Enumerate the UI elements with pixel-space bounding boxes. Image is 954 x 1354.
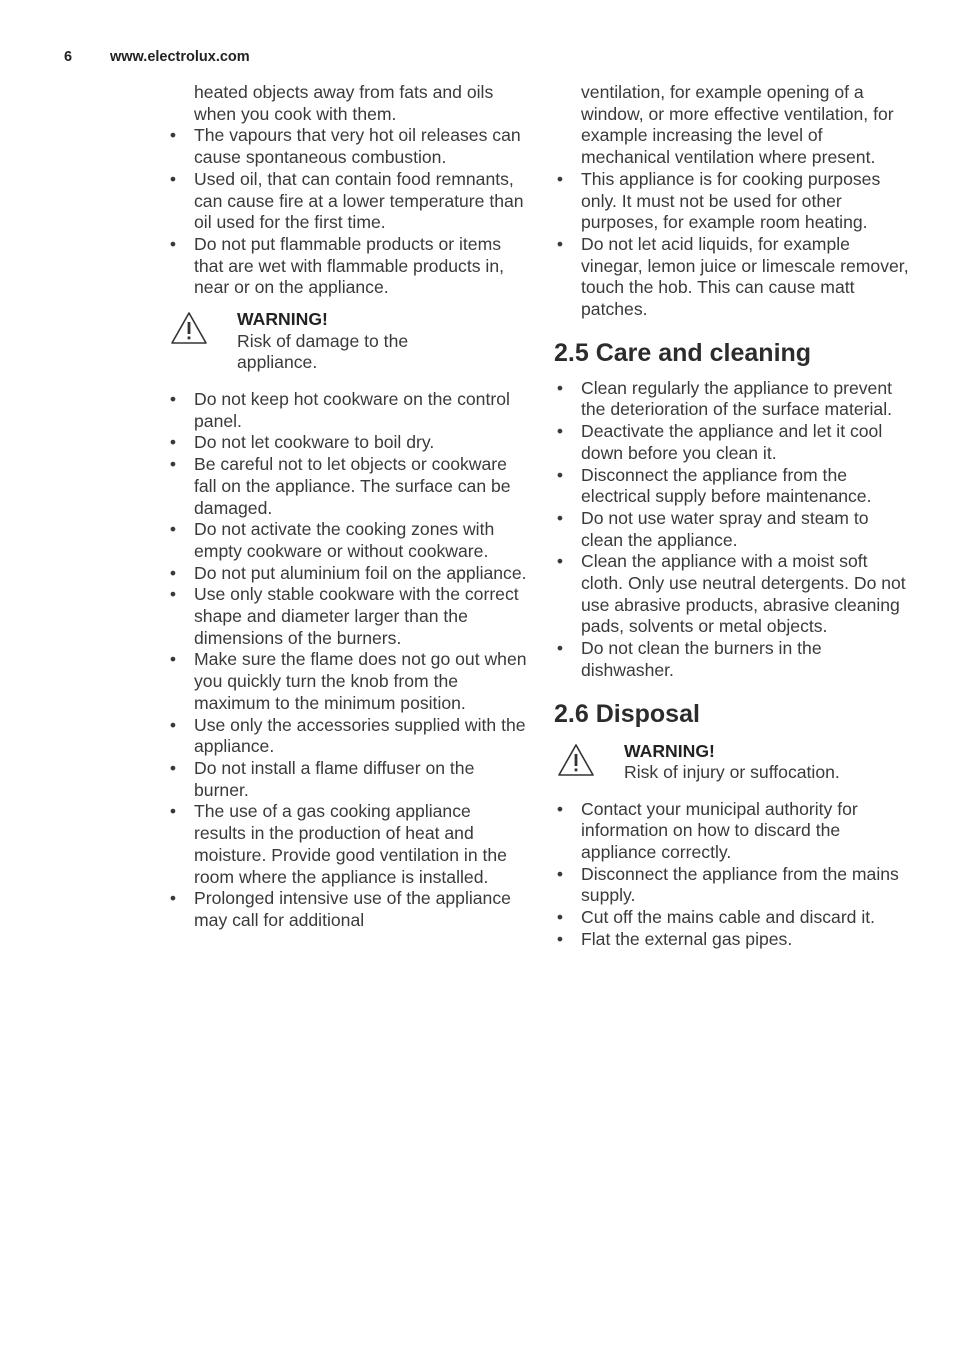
bullet-icon: • <box>169 233 177 254</box>
left-column <box>167 82 527 932</box>
bullet-icon: • <box>556 464 564 485</box>
right-column <box>554 82 914 951</box>
warning-title: WARNING! <box>237 309 328 330</box>
list-item: • Disconnect the appliance from the mains supply. <box>554 864 914 907</box>
list-item: • Do not let cookware to boil dry. <box>167 432 527 454</box>
bullet-icon: • <box>169 584 177 605</box>
list-item: • Do not activate the cooking zones with empty cookware or without cookware. <box>167 519 527 562</box>
bullet-icon: • <box>556 377 564 398</box>
bullet-icon: • <box>169 125 177 146</box>
bullet-icon: • <box>169 454 177 475</box>
warning-box <box>167 309 527 371</box>
site-url: www.electrolux.com <box>110 49 250 65</box>
bullet-icon: • <box>169 519 177 540</box>
page-number: 6 <box>64 49 73 65</box>
bullet-icon: • <box>556 798 564 819</box>
bullet-icon: • <box>556 863 564 884</box>
warning-text: Risk of injury or suffocation. <box>624 762 840 783</box>
list-item: • Do not clean the burners in the dishwasher. <box>554 638 914 681</box>
list-item: • Disconnect the appliance from the electrical supply before maintenance. <box>554 465 914 508</box>
list-item: • Contact your municipal authority for information on how to discard the appliance correctly. <box>554 799 914 864</box>
list-item: • Do not keep hot cookware on the control panel. <box>167 389 527 432</box>
bullet-icon: • <box>169 649 177 670</box>
list-item: • Cut off the mains cable and discard it. <box>554 907 914 929</box>
bullet-list <box>554 799 914 951</box>
section-number: 2.6 <box>554 699 589 728</box>
warning-triangle-icon <box>170 311 208 345</box>
list-item: • Do not put flammable products or items that are wet with flammable products in, near or on the appliance. <box>167 234 527 299</box>
bullet-list <box>554 169 914 321</box>
bullet-icon: • <box>169 562 177 583</box>
warning-box <box>554 741 914 803</box>
section-title: Disposal <box>595 699 700 728</box>
list-item: • Do not put aluminium foil on the appliance. <box>167 563 527 585</box>
bullet-icon: • <box>169 714 177 735</box>
continued-text: ventilation, for example opening of a window, or more effective ventilation, for example increasing the level of mechanical ventilation where present. <box>581 82 894 168</box>
section-title: Care and cleaning <box>595 338 812 367</box>
section-heading-disposal <box>554 699 914 729</box>
bullet-icon: • <box>556 907 564 928</box>
list-item: • Do not use water spray and steam to clean the appliance. <box>554 508 914 551</box>
list-item: • Clean regularly the appliance to prevent the deterioration of the surface material. <box>554 378 914 421</box>
bullet-icon: • <box>169 757 177 778</box>
list-item: • Deactivate the appliance and let it cool down before you clean it. <box>554 421 914 464</box>
list-item: • Clean the appliance with a moist soft cloth. Only use neutral detergents. Do not use abrasive products, abrasive cleaning pads, solvents or metal objects. <box>554 551 914 638</box>
page-header <box>64 49 250 65</box>
bullet-icon: • <box>169 888 177 909</box>
bullet-icon: • <box>556 507 564 528</box>
list-item: • Be careful not to let objects or cookware fall on the appliance. The surface can be damaged. <box>167 454 527 519</box>
section-number: 2.5 <box>554 338 589 367</box>
bullet-icon: • <box>169 432 177 453</box>
list-item: • Use only the accessories supplied with the appliance. <box>167 715 527 758</box>
bullet-icon: • <box>169 801 177 822</box>
bullet-icon: • <box>169 168 177 189</box>
warning-title: WARNING! <box>624 740 715 761</box>
section-heading-care <box>554 338 914 368</box>
warning-text: Risk of damage to the appliance. <box>237 330 409 373</box>
bullet-icon: • <box>556 551 564 572</box>
list-item: • This appliance is for cooking purposes only. It must not be used for other purposes, for example room heating. <box>554 169 914 234</box>
list-item: • Flat the external gas pipes. <box>554 929 914 951</box>
bullet-icon: • <box>556 638 564 659</box>
bullet-icon: • <box>556 168 564 189</box>
list-item: • Used oil, that can contain food remnants, can cause fire at a lower temperature than oil used for the first time. <box>167 169 527 234</box>
list-item: • The vapours that very hot oil releases can cause spontaneous combustion. <box>167 125 527 168</box>
bullet-list <box>167 125 527 299</box>
bullet-list <box>554 378 914 682</box>
list-item: • Make sure the flame does not go out when you quickly turn the knob from the maximum to the minimum position. <box>167 649 527 714</box>
continued-text: heated objects away from fats and oils when you cook with them. <box>194 82 494 124</box>
list-item: • Prolonged intensive use of the appliance may call for additional <box>167 888 527 931</box>
bullet-icon: • <box>556 233 564 254</box>
bullet-list <box>167 389 527 932</box>
bullet-icon: • <box>556 928 564 949</box>
list-item: • Use only stable cookware with the correct shape and diameter larger than the dimensions of the burners. <box>167 584 527 649</box>
bullet-icon: • <box>556 421 564 442</box>
list-item: • The use of a gas cooking appliance results in the production of heat and moisture. Provide good ventilation in the room where the appliance is installed. <box>167 801 527 888</box>
list-item: • Do not let acid liquids, for example vinegar, lemon juice or limescale remover, touch the hob. This can cause matt patches. <box>554 234 914 321</box>
list-item: • Do not install a flame diffuser on the burner. <box>167 758 527 801</box>
warning-triangle-icon <box>557 743 595 777</box>
bullet-icon: • <box>169 389 177 410</box>
